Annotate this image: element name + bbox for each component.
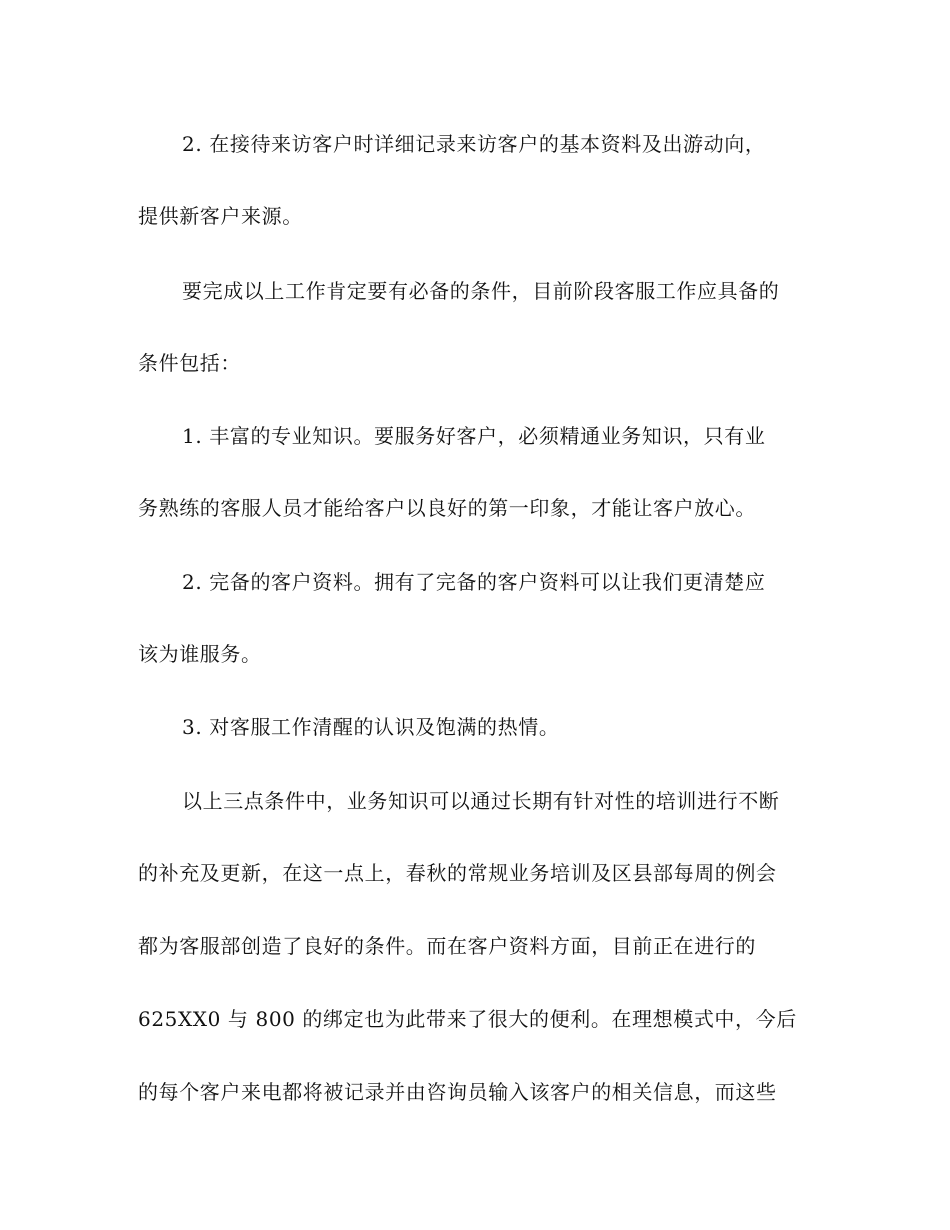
paragraph-line: 该为谁服务。: [138, 642, 262, 666]
paragraph-line: 提供新客户来源。: [138, 204, 303, 228]
paragraph-line: 3. 对客服工作清醒的认识及饱满的热情。: [182, 715, 560, 739]
paragraph-line: 以上三点条件中，业务知识可以通过长期有针对性的培训进行不断: [182, 789, 780, 813]
paragraph-line: 条件包括：: [138, 351, 241, 375]
paragraph-line: 的每个客户来电都将被记录并由咨询员输入该客户的相关信息，而这些: [138, 1080, 777, 1104]
paragraph-line: 2. 在接待来访客户时详细记录来访客户的基本资料及出游动向，: [182, 132, 766, 156]
paragraph-line: 要完成以上工作肯定要有必备的条件，目前阶段客服工作应具备的: [182, 279, 780, 303]
paragraph-line: 务熟练的客服人员才能给客户以良好的第一印象，才能让客户放心。: [138, 496, 756, 520]
paragraph-line: 2. 完备的客户资料。拥有了完备的客户资料可以让我们更清楚应: [182, 570, 766, 594]
paragraph-line: 1. 丰富的专业知识。要服务好客户，必须精通业务知识，只有业: [182, 424, 766, 448]
paragraph-line: 都为客服部创造了良好的条件。而在客户资料方面，目前正在进行的: [138, 934, 756, 958]
paragraph-line: 625XX0 与 800 的绑定也为此带来了很大的便利。在理想模式中，今后: [138, 1007, 797, 1031]
paragraph-line: 的补充及更新，在这一点上，春秋的常规业务培训及区县部每周的例会: [138, 861, 777, 885]
